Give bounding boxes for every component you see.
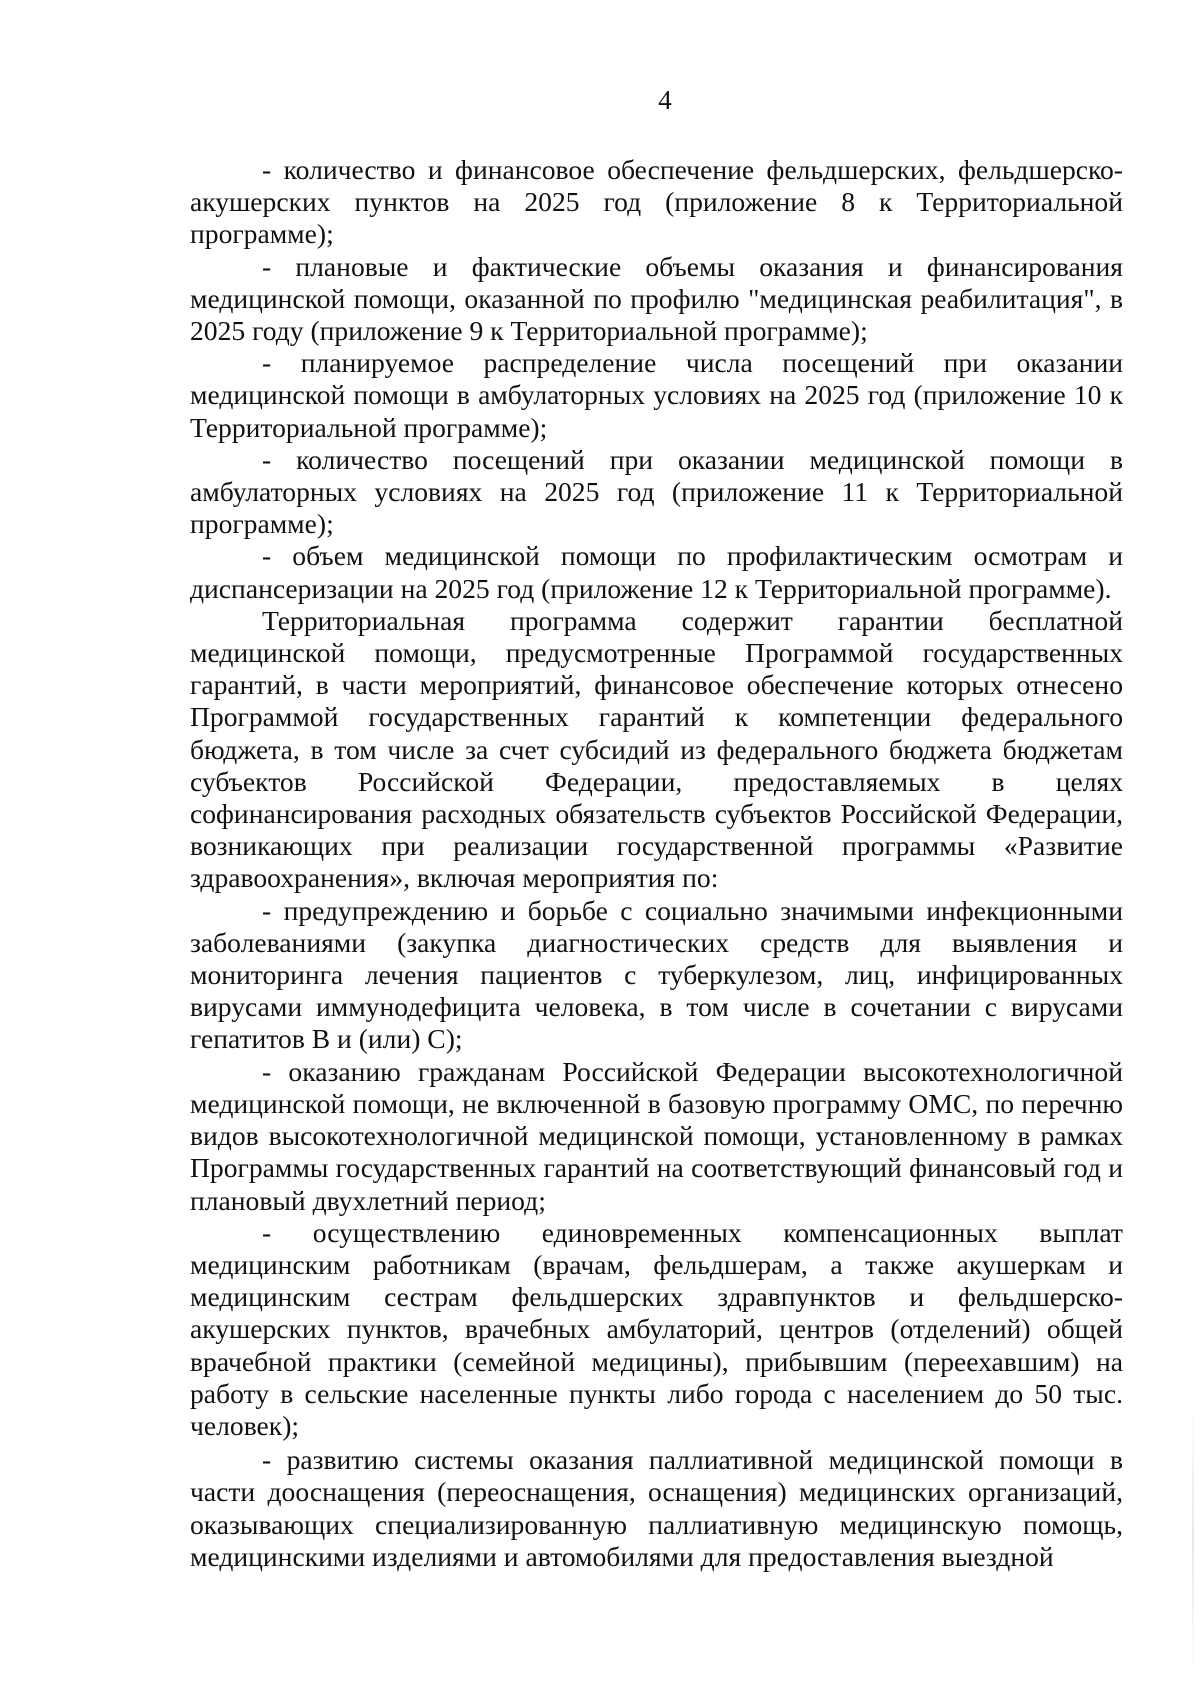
paragraph-palliative-care: - развитию системы оказания паллиативной медицинской помощи в части дооснащения (переоснащения, оснащения) медицинских организаций, оказывающих специализированную паллиативную медицинскую помощь, медицинскими изделиями и автомобилями для предоставления выездной bbox=[190, 1444, 1123, 1572]
paragraph-rehabilitation: - плановые и фактические объемы оказания и финансирования медицинской помощи, оказанной по профилю "медицинская реабилитация", в 2025 году (приложение 9 к Территориальной программе); bbox=[190, 250, 1123, 347]
paragraph-high-tech-care: - оказанию гражданам Российской Федерации высокотехнологичной медицинской помощи, не включенной в базовую программу ОМС, по перечню видов высокотехнологичной медицинской помощи, установленному в рамках Программы государственных гарантий на соответствующий финансовый год и плановый двухлетний период; bbox=[190, 1055, 1123, 1216]
page-number: 4 bbox=[658, 85, 672, 115]
paragraph-visits-distribution: - планируемое распределение числа посещений при оказании медицинской помощи в амбулаторных условиях на 2025 год (приложение 10 к Территориальной программе); bbox=[190, 347, 1123, 443]
paragraph-infectious-diseases: - предупреждению и борьбе с социально значимыми инфекционными заболеваниями (закупка диагностических средств для выявления и мониторинга лечения пациентов с туберкулезом, лиц, инфицированных вирусами иммунодефицита человека, в том числе в сочетании с вирусами гепатитов B и (или) C); bbox=[190, 894, 1123, 1055]
scan-edge-artifact bbox=[1192, 1400, 1194, 1680]
document-body bbox=[190, 154, 1123, 1573]
paragraph-visits-count: - количество посещений при оказании медицинской помощи в амбулаторных условиях на 2025 год (приложение 11 к Территориальной программе); bbox=[190, 443, 1123, 540]
paragraph-territorial-program: Территориальная программа содержит гарантии бесплатной медицинской помощи, предусмотренные Программой государственных гарантий, в части мероприятий, финансовое обеспечение которых отнесено Программой государственных гарантий к компетенции федерального бюджета, в том числе за счет субсидий из федерального бюджета бюджетам субъектов Российской Федерации, предоставляемых в целях софинансирования расходных обязательств субъектов Российской Федерации, возникающих при реализации государственной программы «Развитие здравоохранения», включая мероприятия по: bbox=[190, 604, 1123, 894]
paragraph-compensation-payments: - осуществлению единовременных компенсационных выплат медицинским работникам (врачам, фельдшерам, а также акушеркам и медицинским сестрам фельдшерских здравпунктов и фельдшерско-акушерских пунктов, врачебных амбулаторий, центров (отделений) общей врачебной практики (семейной медицины), прибывшим (переехавшим) на работу в сельские населенные пункты либо города с населением до 50 тыс. человек); bbox=[190, 1216, 1123, 1441]
paragraph-preventive-exams: - объем медицинской помощи по профилактическим осмотрам и диспансеризации на 2025 год (приложение 12 к Территориальной программе). bbox=[190, 540, 1123, 604]
paragraph-feldsher-points: - количество и финансовое обеспечение фельдшерских, фельдшерско-акушерских пунктов на 2025 год (приложение 8 к Территориальной программе); bbox=[190, 154, 1123, 250]
